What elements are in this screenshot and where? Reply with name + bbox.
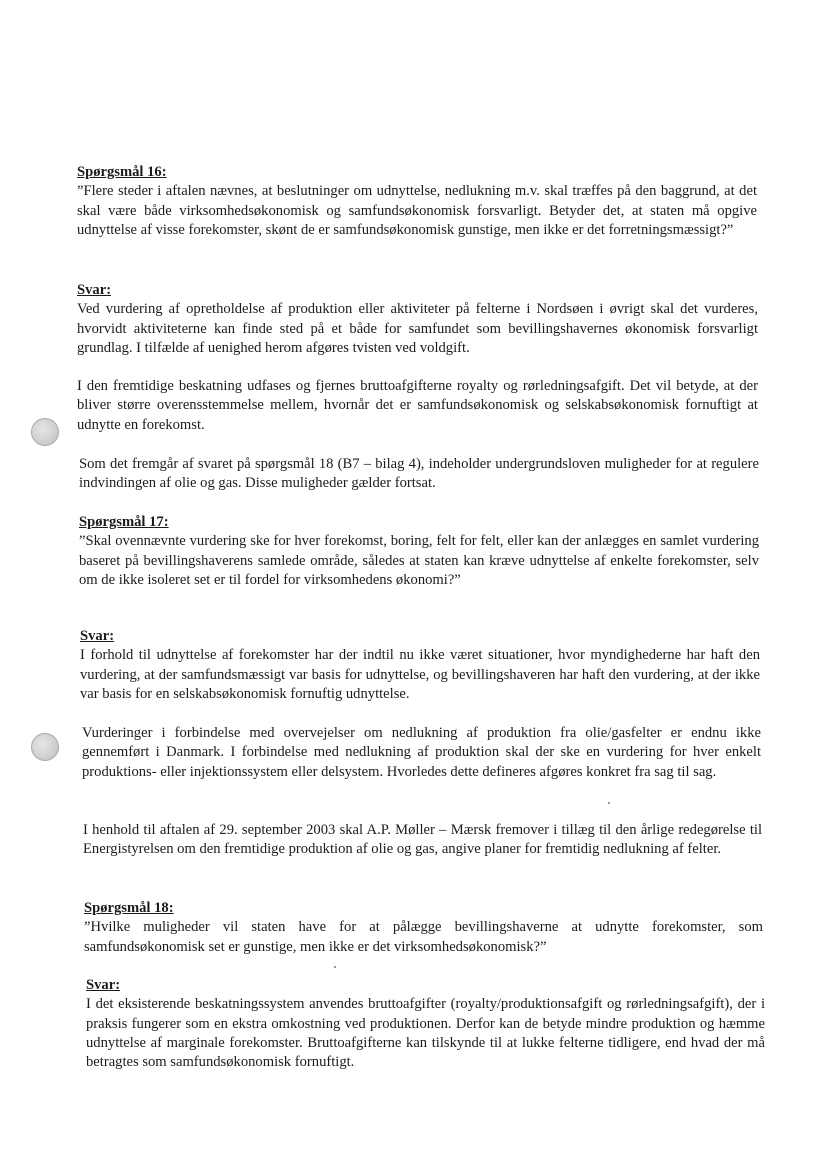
answer-16-heading-block: [77, 281, 758, 358]
answer-18: [86, 976, 765, 1072]
scan-speck: [608, 802, 610, 804]
answer-17-paragraph-3-block: [83, 821, 762, 860]
answer-17-paragraph-2: Vurderinger i forbindelse med overvejelser om nedlukning af produktion fra olie/gasfelter er endnu ikke gennemført i Danmark. I forbindelse med nedlukning af produktion skal der ske en vurdering for hver enkelt produktions- eller injektionssystem eller delsystem. Hvorledes dette defineres afgøres konkret fra sag til sag.: [82, 725, 761, 780]
answer-17-paragraph-2-block: [82, 724, 761, 782]
question-18-text: ”Hvilke muligheder vil staten have for at pålægge bevillingshaverne at udnytte forekomster, som samfundsøkonomisk set er gunstige, men ikke er det virksomhedsøkonomisk?”: [84, 919, 763, 955]
answer-18-text: I det eksisterende beskatningssystem anvendes bruttoafgifter (royalty/produktionsafgift og rørledningsafgift), der i praksis fungerer som en ekstra omkostning ved produktionen. Derfor kan de betyde mindre produktion og hæmme udnyttelse af marginale forekomster. Bruttoafgifterne kan tilskynde til at lukke felterne tidligere, end hvad der må betragtes som samfundsøkonomisk fornuftigt.: [86, 996, 765, 1071]
answer-17-paragraph-1: I forhold til udnyttelse af forekomster har der indtil nu ikke været situationer, hvor myndighederne har haft den vurdering, at der samfundsmæssigt var basis for udnyttelse, og bevillingshaveren har haft den vurdering, at der ikke var basis for en selskabsøkonomisk fornuftig udnyttelse.: [80, 647, 760, 702]
question-16-heading: Spørgsmål 16:: [77, 164, 167, 180]
question-17-heading: Spørgsmål 17:: [79, 514, 169, 530]
answer-17-heading-block: [80, 627, 760, 704]
question-16: [77, 163, 757, 240]
question-17-text: ”Skal ovennævnte vurdering ske for hver forekomst, boring, felt for felt, eller kan der anlægges en samlet vurdering baseret på bevillingshaverens samlede område, således at staten kan kræve udnyttelse af enkelte forekomster, selv om de ikke isoleret set er til fordel for virksomhedens økonomi?”: [79, 533, 759, 588]
answer-17-paragraph-3: I henhold til aftalen af 29. september 2003 skal A.P. Møller – Mærsk fremover i tillæg til den årlige redegørelse til Energistyrelsen om den fremtidige produktion af olie og gas, angive planer for fremtidig nedlukning af felter.: [83, 822, 762, 858]
question-17: [79, 513, 759, 590]
answer-16-paragraph-3-block: [79, 455, 759, 494]
answer-17-heading: Svar:: [80, 628, 115, 644]
question-18-heading: Spørgsmål 18:: [84, 900, 174, 916]
answer-16-paragraph-1: Ved vurdering af opretholdelse af produktion eller aktiviteter på felterne i Nordsøen i øvrigt skal det vurderes, hvorvidt aktiviteterne kan finde sted på et både for samfundet som bevillingshavernes økonomisk forsvarligt grundlag. I tilfælde af uenighed herom afgøres tvisten ved voldgift.: [77, 301, 758, 356]
answer-16-paragraph-2-block: [77, 377, 758, 435]
question-18: [84, 899, 763, 957]
answer-16-heading: Svar:: [77, 282, 112, 298]
answer-16-paragraph-3: Som det fremgår af svaret på spørgsmål 18 (B7 – bilag 4), indeholder undergrundsloven muligheder for at regulere indvindingen af olie og gas. Disse muligheder gælder fortsat.: [79, 456, 759, 492]
answer-18-heading: Svar:: [86, 977, 121, 993]
punch-hole-lower: [31, 733, 59, 761]
punch-hole-upper: [31, 418, 59, 446]
scan-speck: [334, 966, 336, 968]
answer-16-paragraph-2: I den fremtidige beskatning udfases og fjernes bruttoafgifterne royalty og rørledningsafgift. Det vil betyde, at der bliver større overensstemmelse mellem, hvornår det er samfundsøkonomisk og selskabsøkonomisk fornuftigt at udnytte en forekomst.: [77, 378, 758, 433]
question-16-text: ”Flere steder i aftalen nævnes, at beslutninger om udnyttelse, nedlukning m.v. skal træffes på den baggrund, at det skal være både virksomhedsøkonomisk og samfundsøkonomisk forsvarligt. Betyder det, at staten må opgive udnyttelse af visse forekomster, skønt de er samfundsøkonomisk gunstige, men ikke er det forretningsmæssigt?”: [77, 183, 757, 238]
